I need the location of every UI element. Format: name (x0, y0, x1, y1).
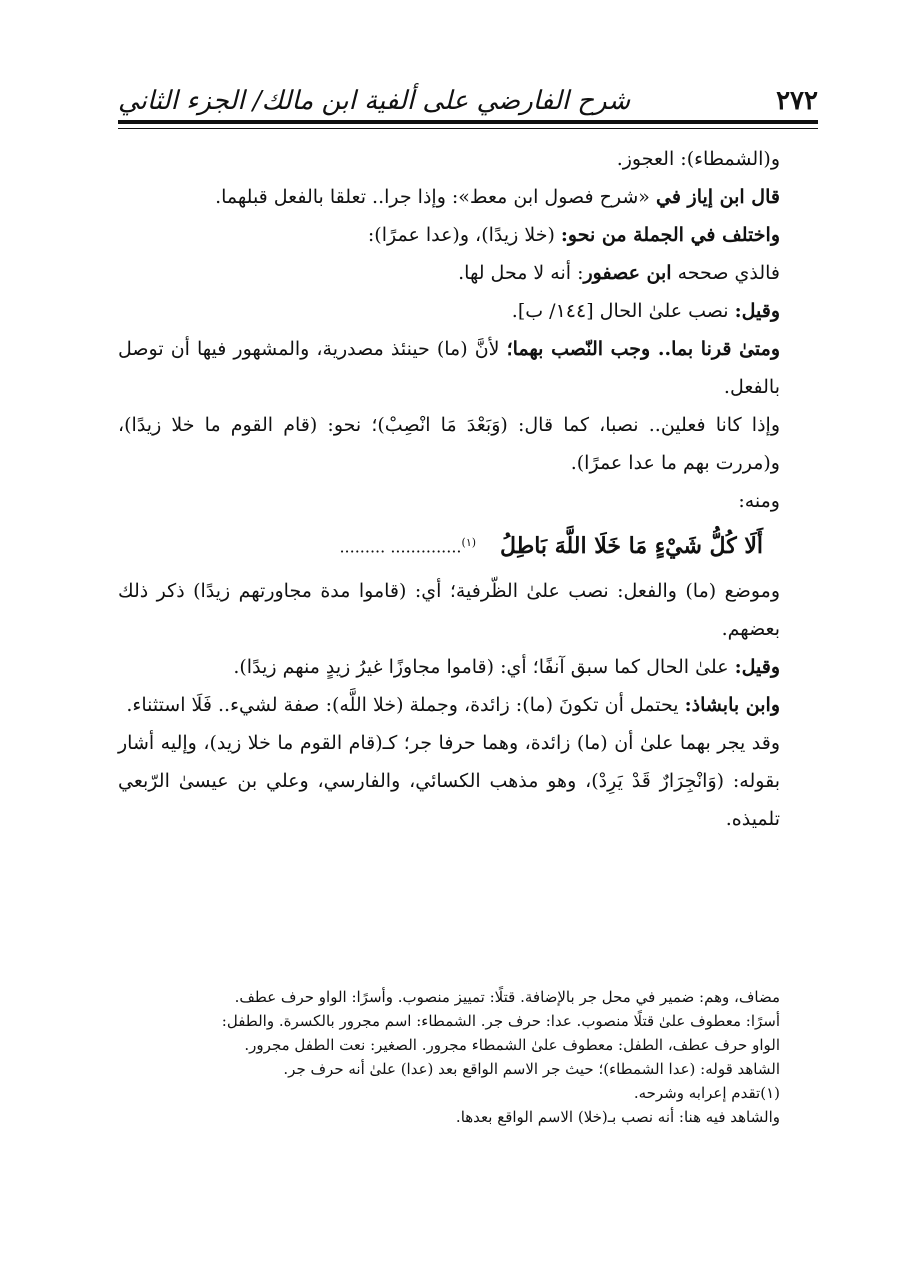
paragraph-text: علىٰ الحال كما سبق آنفًا؛ أي: (قاموا مجاوزًا غيرُ زيدٍ منهم زيدًا). (233, 656, 735, 678)
paragraph-text: وإذا كانا فعلين.. نصبا، كما قال: (وَبَعْدَ مَا انْصِبْ)؛ نحو: (قام القوم ما خلا زيدًا)، و(مررت بهم ما عدا عمرًا). (118, 414, 780, 474)
footnote-line: الواو حرف عطف، الطفل: معطوف علىٰ الشمطاء مجرور. الصغير: نعت الطفل مجرور. (244, 1036, 780, 1054)
paragraph-text: : أنه لا محل لها. (458, 262, 584, 284)
bold-lead: وقيل: (734, 656, 780, 678)
running-title: شرح الفارضي على ألفية ابن مالك/ الجزء الثاني (118, 86, 631, 116)
footnote-line: والشاهد فيه هنا: أنه نصب بـ(خلا) الاسم الواقع بعدها. (455, 1108, 780, 1126)
paragraph-text: لأنَّ (ما) حينئذ مصدرية، والمشهور فيها أن توصل بالفعل. (118, 338, 780, 398)
footnote-line: مضاف، وهم: ضمير في محل جر بالإضافة. قتلًا: تمييز منصوب. وأسرًا: الواو حرف عطف. (234, 988, 780, 1006)
paragraph (118, 686, 818, 724)
paragraph-text: وقد يجر بهما علىٰ أن (ما) زائدة، وهما حرفا جر؛ كـ(قام القوم ما خلا زيد)، وإليه أشار بقوله: (وَانْجِرَارٌ قَدْ يَرِدْ)، وهو مذهب الكسائي، والفارسي، وعلي بن عيسىٰ الرّبعي تلميذه. (118, 732, 780, 830)
footnote-ref: (١) (461, 535, 477, 549)
footnote-line: أسرًا: معطوف علىٰ قتلًا منصوب. عدا: حرف جر. الشمطاء: اسم مجرور بالكسرة. والطفل: (221, 1012, 780, 1030)
paragraph (118, 572, 818, 648)
paragraph-text: ومنه: (738, 490, 780, 512)
paragraph (118, 216, 818, 254)
paragraph (118, 254, 818, 292)
footnotes (118, 985, 818, 1129)
bold-lead: ومتىٰ قرنا بما.. وجب النّصب بهما؛ (506, 338, 780, 360)
page-number: ٢٧٢ (776, 86, 818, 116)
paragraph (118, 330, 818, 406)
paragraph-text: نصب علىٰ الحال [١٤٤/ ب]. (511, 300, 735, 322)
paragraph-text: «شرح فصول ابن معط»: وإذا جرا.. تعلقا بالفعل قبلهما. (215, 186, 656, 208)
paragraph (118, 406, 818, 482)
paragraph (118, 724, 818, 838)
bold-name: ابن عصفور (583, 262, 672, 284)
bold-lead: قال ابن إياز في (655, 186, 780, 208)
footnote-line: (١)تقدم إعرابه وشرحه. (633, 1084, 780, 1102)
paragraph-text: فالذي صححه (671, 262, 780, 284)
paragraph-text: وموضع (ما) والفعل: نصب علىٰ الظّرفية؛ أي: (قاموا مدة مجاورتهم زيدًا) ذكر ذلك بعضهم. (118, 580, 780, 640)
paragraph (118, 178, 818, 216)
paragraph (118, 140, 818, 178)
header-rule-thick (118, 120, 818, 124)
verse-dots (339, 536, 476, 556)
header-rule-thin (118, 128, 818, 129)
main-text (118, 140, 818, 838)
page-header (118, 76, 818, 116)
paragraph-text: (خلا زيدًا)، و(عدا عمرًا): (367, 224, 561, 246)
bold-lead: وقيل: (734, 300, 780, 322)
paragraph-text: يحتمل أن تكونَ (ما): زائدة، وجملة (خلا اللَّه): صفة لشيء.. فَلَا استثناء. (126, 694, 685, 716)
verse-hemistich: أَلَا كُلُّ شَيْءٍ مَا خَلَا اللَّهَ بَاطِلُ (500, 533, 763, 559)
paragraph (118, 482, 818, 520)
poetry-verse (118, 526, 818, 566)
dots: ......... .............. (339, 537, 462, 557)
paragraph (118, 648, 818, 686)
bold-lead: وابن بابشاذ: (684, 694, 780, 716)
bold-lead: واختلف في الجملة من نحو: (560, 224, 780, 246)
paragraph-text: و(الشمطاء): العجوز. (616, 148, 780, 170)
paragraph (118, 292, 818, 330)
footnote-line: الشاهد قوله: (عدا الشمطاء)؛ حيث جر الاسم الواقع بعد (عدا) علىٰ أنه حرف جر. (283, 1060, 780, 1078)
